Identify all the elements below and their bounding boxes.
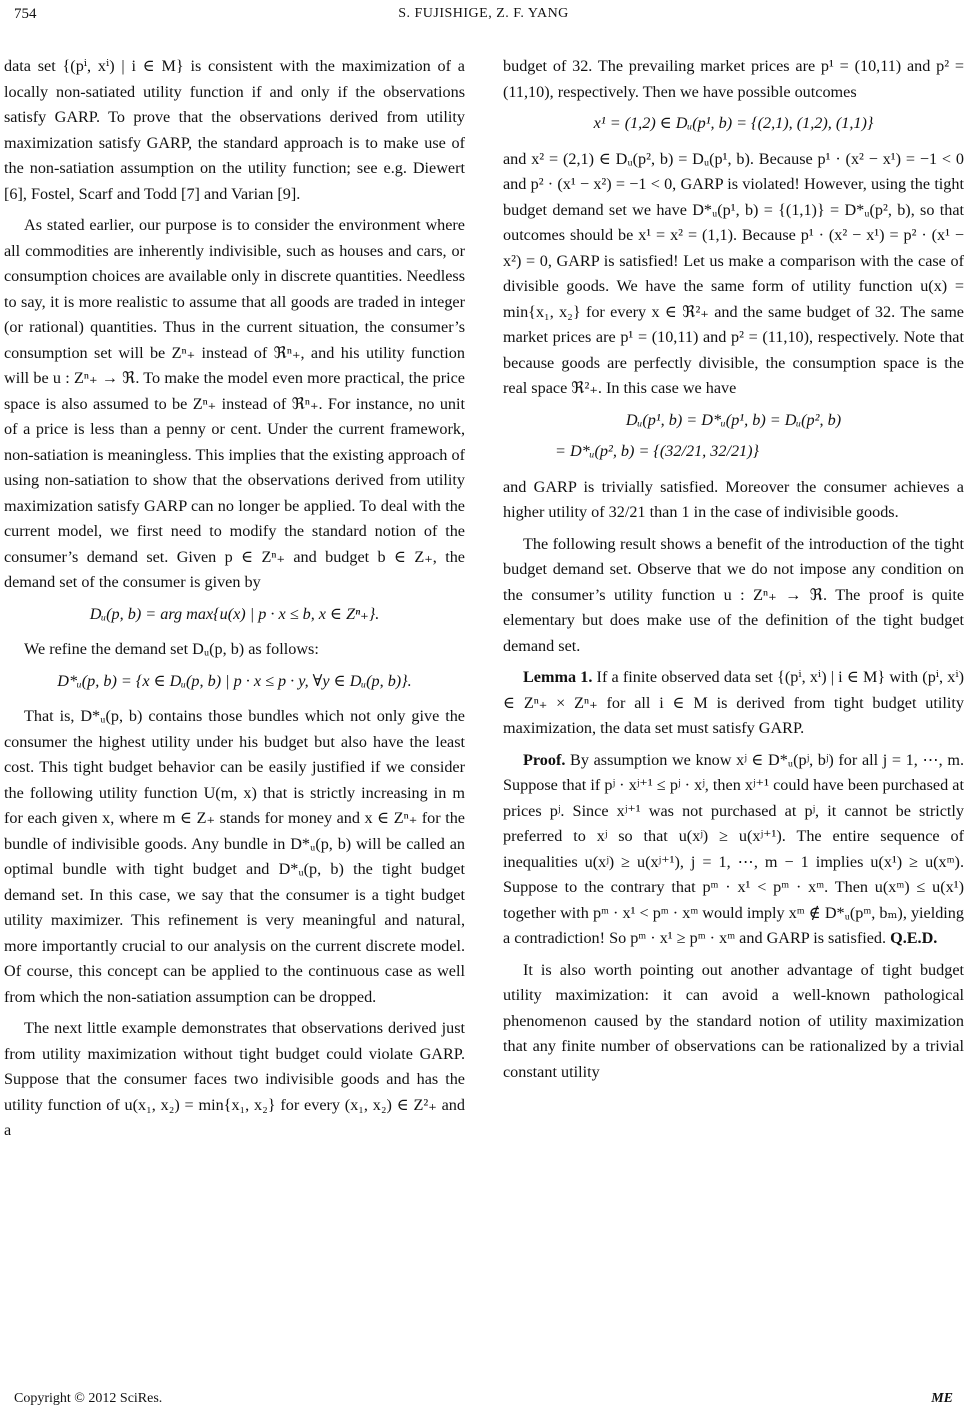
equation-divisible-b: = D*ᵤ(p², b) = {(32/21, 32/21)}: [555, 442, 759, 460]
journal-abbrev: ME: [931, 1391, 953, 1406]
paragraph: budget of 32. The prevailing market prices are p¹ = (10,11) and p² = (11,10), respectively. Then we have possible outcomes: [503, 57, 964, 101]
equation-tight-demand-set: D*ᵤ(p, b) = {x ∈ Dᵤ(p, b) | p · x ≤ p · y, ∀y ∈ Dᵤ(p, b)}.: [57, 671, 412, 690]
paragraph: The following result shows a benefit of the introduction of the tight budget demand set. Observe that we do not impose any condition on the consumer’s utility function u : Zⁿ₊ → ℜ. The proof is quite elementary but does make use of the definition of the tight budget demand set.: [503, 534, 964, 655]
copyright: Copyright © 2012 SciRes.: [14, 1391, 163, 1406]
paragraph: That is, D*ᵤ(p, b) contains those bundles which not only give the consumer the highest utility under his budget but also have the least cost. This tight budget behavior can be easily justified if we consider the following utility function U(m, x) that is strictly increasing in m for each given x, where m ∈ Z₊ stands for money and x ∈ Zⁿ₊ for the bundle of indivisible goods. Any bundle in D*ᵤ(p, b) will be called an optimal bundle with tight budget and D*ᵤ(p, b) the tight budget demand set. In this case, we say that the consumer is a tight budget utility maximizer. This refinement is very meaningful and natural, more importantly crucial to our analysis on the current discrete model. Of course, this concept can be applied to the continuous case as well from which the non-satiation assumption can be dropped.: [4, 707, 465, 1006]
page-number: 754: [14, 6, 37, 22]
page-header: [0, 6, 967, 30]
equation-demand-set: Dᵤ(p, b) = arg max{u(x) | p · x ≤ b, x ∈ Zⁿ₊}.: [89, 604, 380, 623]
proof-label: Proof.: [523, 750, 566, 769]
lemma-text: If a finite observed data set {(pⁱ, xⁱ) | i ∈ M} with (pⁱ, xⁱ) ∈ Zⁿ₊ × Zⁿ₊ for all i ∈ M is derived from tight budget utility maximization, the data set must satisfy GARP.: [503, 668, 965, 737]
right-column: [503, 54, 964, 1091]
paragraph: data set {(pⁱ, xⁱ) | i ∈ M} is consistent with the maximization of a locally non-satiated utility function if and only if the observations satisfy GARP. To prove that the observations derived from utility maximization satisfy GARP, the standard approach is to make use of the non-satiation assumption on the utility function; see e.g. Diewert [6], Fostel, Scarf and Todd [7] and Varian [9].: [4, 57, 465, 203]
left-column: [4, 54, 465, 1150]
equation-divisible-a: Dᵤ(p¹, b) = D*ᵤ(p¹, b) = Dᵤ(p², b): [625, 410, 842, 429]
paragraph: and GARP is trivially satisfied. Moreover the consumer achieves a higher utility of 32/21 than 1 in the case of indivisible goods.: [503, 477, 964, 521]
paragraph: and x² = (2,1) ∈ Dᵤ(p², b) = Dᵤ(p¹, b). Because p¹ · (x² − x¹) = −1 < 0 and p² · (x¹ − x²) = −1 < 0, GARP is violated! However, using the tight budget demand set we have D*ᵤ(p¹, b) = {(1,1)} = D*ᵤ(p², b), so that outcomes should be x¹ = x² = (1,1). Because p¹ · (x² − x¹) = p² · (x¹ − x²) = 0, GARP is satisfied! Let us make a comparison with the case of divisible goods. We have the same form of utility function u(x) = min{x₁, x₂} for every x ∈ ℜ²₊ and the same budget of 32. The same market prices are p¹ = (10,11) and p² = (11,10), respectively. Note that because goods are perfectly divisible, the consumption space is the real space ℜ²₊. In this case we have: [503, 149, 964, 397]
proof: [503, 748, 964, 952]
qed: Q.E.D.: [890, 929, 938, 947]
lemma-label: Lemma 1.: [523, 668, 593, 686]
lemma: [503, 665, 964, 742]
paragraph: We refine the demand set Dᵤ(p, b) as follows:: [24, 640, 319, 658]
paragraph: The next little example demonstrates that observations derived just from utility maximization without tight budget could violate GARP. Suppose that the consumer faces two indivisible goods and has the utility function of u(x₁, x₂) = min{x₁, x₂} for every (x₁, x₂) ∈ Z²₊ and a: [4, 1019, 465, 1139]
page-footer: [0, 1391, 967, 1411]
proof-text: By assumption we know xʲ ∈ D*ᵤ(pʲ, bʲ) for all j = 1, ⋯, m. Suppose that if pʲ · xʲ⁺¹ ≤ pʲ · xʲ, then xʲ⁺¹ could have been purchased at prices pʲ. Since xʲ⁺¹ was not purchased at pʲ, it cannot be strictly preferred to xʲ so that u(xʲ) ≥ u(xʲ⁺¹). The entire sequence of inequalities u(xʲ) ≥ u(xʲ⁺¹), j = 1, ⋯, m − 1 implies u(x¹) ≥ u(xᵐ). Suppose to the contrary that pᵐ · x¹ < pᵐ · xᵐ. Then u(xᵐ) ≤ u(x¹) together with pᵐ · x¹ < pᵐ · xᵐ would imply xᵐ ∉ D*ᵤ(pᵐ, bₘ), yielding a contradiction! So pᵐ · x¹ ≥ pᵐ · xᵐ and GARP is satisfied.: [503, 750, 964, 947]
paragraph: As stated earlier, our purpose is to consider the environment where all commodities are inherently indivisible, such as houses and cars, or consumption choices are available only in discrete quantities. Needless to say, it is more realistic to assume that all goods are traded in integer (or rational) quantities. Thus in the current situation, the consumer’s consumption set will be Zⁿ₊ instead of ℜⁿ₊, and his utility function will be u : Zⁿ₊ → ℜ. To make the model even more practical, the price space is also assumed to be Zⁿ₊ instead of ℜⁿ₊. For instance, no unit of a price is less than a penny or cent. Under the current framework, non-satiation is meaningless. This implies that the existing approach of using non-satiation to show that the observations derived from utility maximization satisfy GARP can no longer be applied. To deal with the current model, we first need to modify the standard notion of the consumer’s demand set. Given p ∈ Zⁿ₊ and budget b ∈ Z₊, the demand set of the consumer is given by: [4, 216, 465, 591]
paragraph: It is also worth pointing out another advantage of tight budget utility maximization: it can avoid a well-known pathological phenomenon caused by the standard notion of utility maximization that any finite number of observations can be rationalized by a trivial constant utility: [503, 960, 964, 1081]
equation-outcomes: x¹ = (1,2) ∈ Dᵤ(p¹, b) = {(2,1), (1,2), (1,1)}: [593, 114, 874, 132]
running-head: S. FUJISHIGE, Z. F. YANG: [398, 6, 569, 21]
